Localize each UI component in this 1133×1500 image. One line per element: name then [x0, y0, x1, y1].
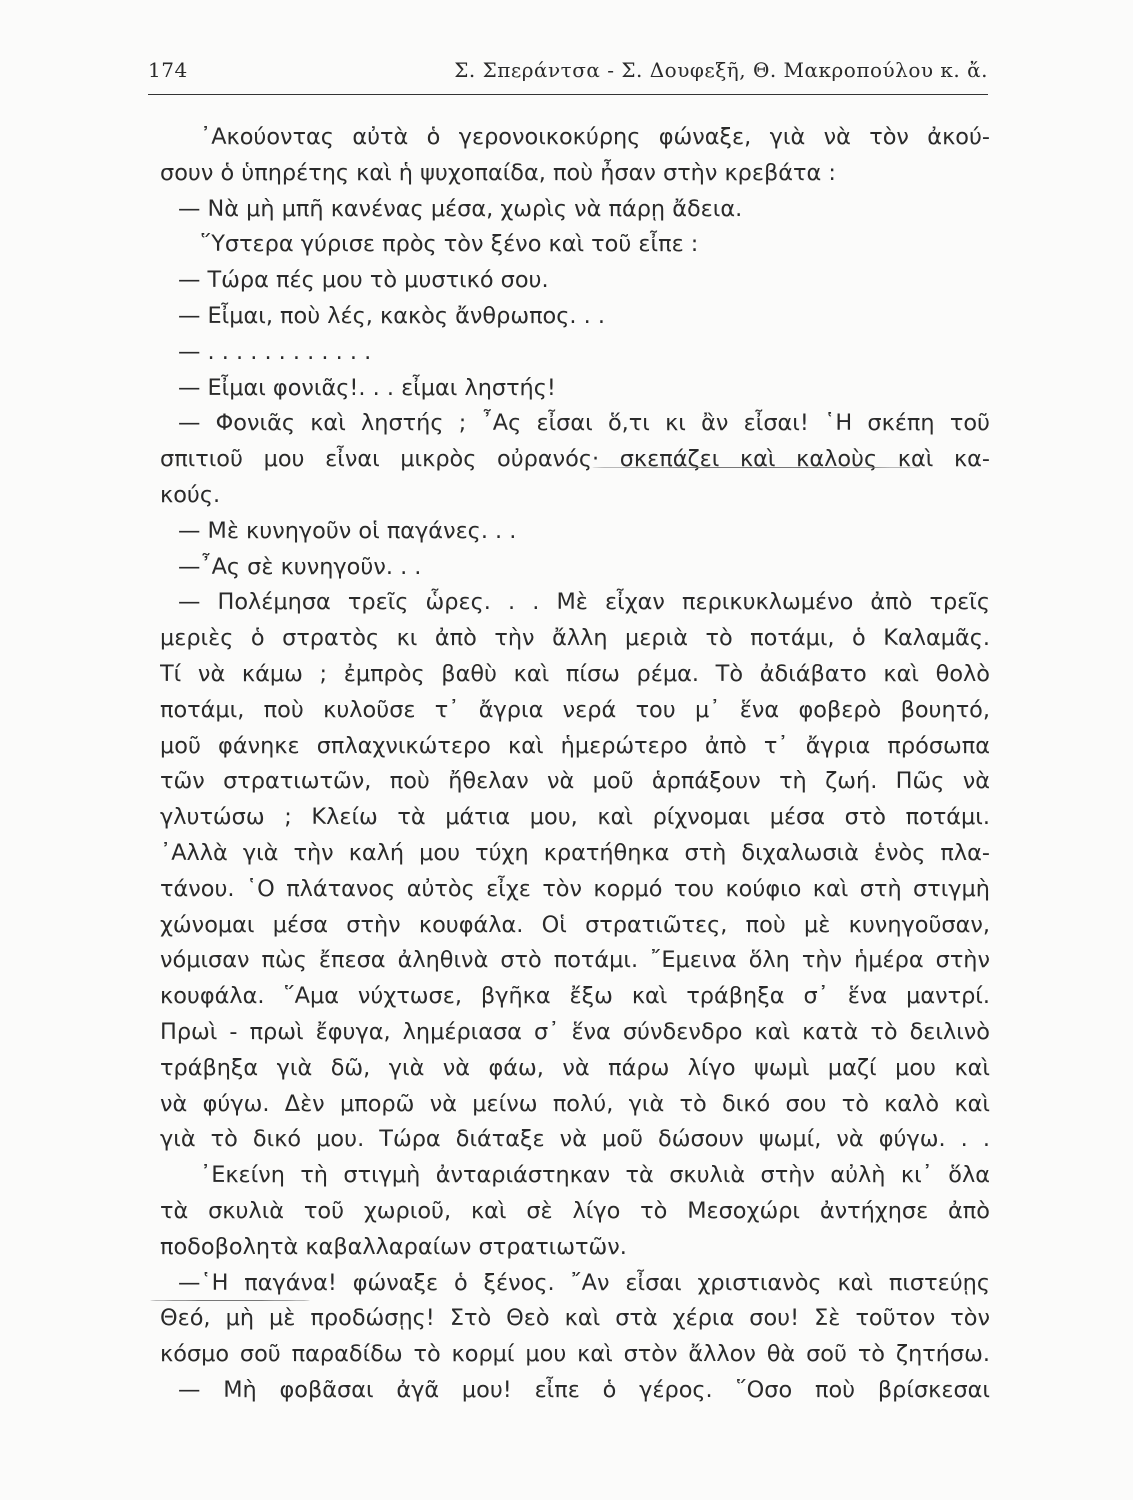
- text-line: —῾Η παγάνα! φώναξε ὁ ξένος. ῎Αν εἶσαι χριστιανὸς καὶ πιστεύῃς: [178, 1269, 990, 1296]
- text-line: μοῦ φάνηκε σπλαχνικώτερο καὶ ἡμερώτερο ἀπὸ τ᾿ ἄγρια πρόσωπα: [160, 732, 990, 759]
- running-head: Σ. Σπεράντσα - Σ. Δουφεξῆ, Θ. Μακροπούλου κ. ἄ.: [454, 58, 988, 82]
- text-line: χώνομαι μέσα στὴν κουφάλα. Οἱ στρατιῶτες, ποὺ μὲ κυνηγοῦσαν,: [160, 911, 990, 938]
- text-line: τὰ σκυλιὰ τοῦ χωριοῦ, καὶ σὲ λίγο τὸ Μεσοχώρι ἀντήχησε ἀπὸ: [160, 1197, 990, 1224]
- text-line: — Εἶμαι φονιᾶς!. . . εἶμαι ληστής!: [178, 374, 556, 401]
- text-line: — Πολέμησα τρεῖς ὧρες. . . Μὲ εἶχαν περικυκλωμένο ἀπὸ τρεῖς: [178, 589, 990, 616]
- text-line: — Μὴ φοβᾶσαι ἀγᾶ μου! εἶπε ὁ γέρος. ῞Οσο ποὺ βρίσκεσαι: [178, 1376, 990, 1403]
- text-line: — Τώρα πές μου τὸ μυστικό σου.: [178, 267, 549, 294]
- page-number: 174: [148, 58, 188, 82]
- text-line: Θεό, μὴ μὲ προδώσῃς! Στὸ Θεὸ καὶ στὰ χέρια σου! Σὲ τοῦτον τὸν: [160, 1305, 990, 1332]
- text-line: ᾿Ακούοντας αὐτὰ ὁ γερονοικοκύρης φώναξε, γιὰ νὰ τὸν ἀκού-: [200, 124, 990, 150]
- text-line: ᾿Εκείνη τὴ στιγμὴ ἀνταριάστηκαν τὰ σκυλιὰ στὴν αὐλὴ κι᾿ ὅλα: [200, 1162, 990, 1189]
- text-line: τράβηξα γιὰ δῶ, γιὰ νὰ φάω, νὰ πάρω λίγο ψωμὶ μαζί μου καὶ: [160, 1054, 990, 1081]
- text-line: Πρωὶ - πρωὶ ἔφυγα, λημέριασα σ᾿ ἕνα σύνδενδρο καὶ κατὰ τὸ δειλινὸ: [160, 1018, 990, 1045]
- text-line: — Εἶμαι, ποὺ λές, κακὸς ἄνθρωπος. . .: [178, 302, 605, 329]
- text-line: γιὰ τὸ δικό μου. Τώρα διάταξε νὰ μοῦ δώσουν ψωμί, νὰ φύγω. . .: [160, 1126, 990, 1153]
- text-line: τῶν στρατιωτῶν, ποὺ ἤθελαν νὰ μοῦ ἁρπάξουν τὴ ζωή. Πῶς νὰ: [160, 768, 990, 795]
- text-line: μεριὲς ὁ στρατὸς κι ἀπὸ τὴν ἄλλη μεριὰ τὸ ποτάμι, ὁ Καλαμᾶς.: [160, 625, 990, 652]
- text-line: κουφάλα. ῞Αμα νύχτωσε, βγῆκα ἔξω καὶ τράβηξα σ᾿ ἕνα μαντρί.: [160, 983, 990, 1010]
- text-line: — . . . . . . . . . . . .: [178, 338, 372, 365]
- text-line: τάνου. ῾Ο πλάτανος αὐτὸς εἶχε τὸν κορμό του κούφιο καὶ στὴ στιγμὴ: [160, 875, 990, 902]
- text-line: — Μὲ κυνηγοῦν οἱ παγάνες. . .: [178, 517, 517, 544]
- text-line: Τί νὰ κάμω ; ἐμπρὸς βαθὺ καὶ πίσω ρέμα. Τὸ ἀδιάβατο καὶ θολὸ: [160, 660, 990, 687]
- pencil-underline: [592, 467, 922, 468]
- text-line: νὰ φύγω. Δὲν μπορῶ νὰ μείνω πολύ, γιὰ τὸ δικό σου τὸ καλὸ καὶ: [160, 1090, 990, 1117]
- text-line: ποτάμι, ποὺ κυλοῦσε τ᾿ ἄγρια νερά του μ᾿ ἕνα φοβερὸ βουητό,: [160, 696, 990, 723]
- text-line: — Φονιᾶς καὶ ληστής ; ῏Ας εἶσαι ὅ,τι κι ἂν εἶσαι! ῾Η σκέπη τοῦ: [178, 410, 990, 437]
- text-line: γλυτώσω ; Κλείω τὰ μάτια μου, καὶ ρίχνομαι μέσα στὸ ποτάμι.: [160, 804, 990, 831]
- text-line: σπιτιοῦ μου εἶναι μικρὸς οὐρανός· σκεπάζει καὶ καλοὺς καὶ κα-: [160, 446, 990, 473]
- text-line: ῞Υστερα γύρισε πρὸς τὸν ξένο καὶ τοῦ εἶπε :: [200, 231, 699, 258]
- text-line: σουν ὁ ὑπηρέτης καὶ ἡ ψυχοπαίδα, ποὺ ἦσαν στὴν κρεβάτα :: [160, 159, 836, 186]
- text-line: ποδοβολητὰ καβαλλαραίων στρατιωτῶν.: [160, 1233, 627, 1260]
- text-line: κόσμο σοῦ παραδίδω τὸ κορμί μου καὶ στὸν ἄλλον θὰ σοῦ τὸ ζητήσω.: [160, 1341, 990, 1368]
- pencil-underline: [150, 1300, 310, 1301]
- header-rule: [148, 94, 988, 95]
- text-line: κούς.: [160, 481, 221, 508]
- body-text: [160, 120, 990, 1409]
- text-line: νόμισαν πὼς ἔπεσα ἀληθινὰ στὸ ποτάμι. ῎Εμεινα ὅλη τὴν ἡμέρα στὴν: [160, 947, 990, 974]
- text-line: —῏Ας σὲ κυνηγοῦν. . .: [178, 553, 422, 580]
- text-line: ᾿Αλλὰ γιὰ τὴν καλή μου τύχη κρατήθηκα στὴ διχαλωσιὰ ἑνὸς πλα-: [160, 839, 990, 866]
- text-line: — Νὰ μὴ μπῆ κανένας μέσα, χωρὶς νὰ πάρῃ ἄδεια.: [178, 195, 743, 222]
- page-header: [148, 58, 988, 90]
